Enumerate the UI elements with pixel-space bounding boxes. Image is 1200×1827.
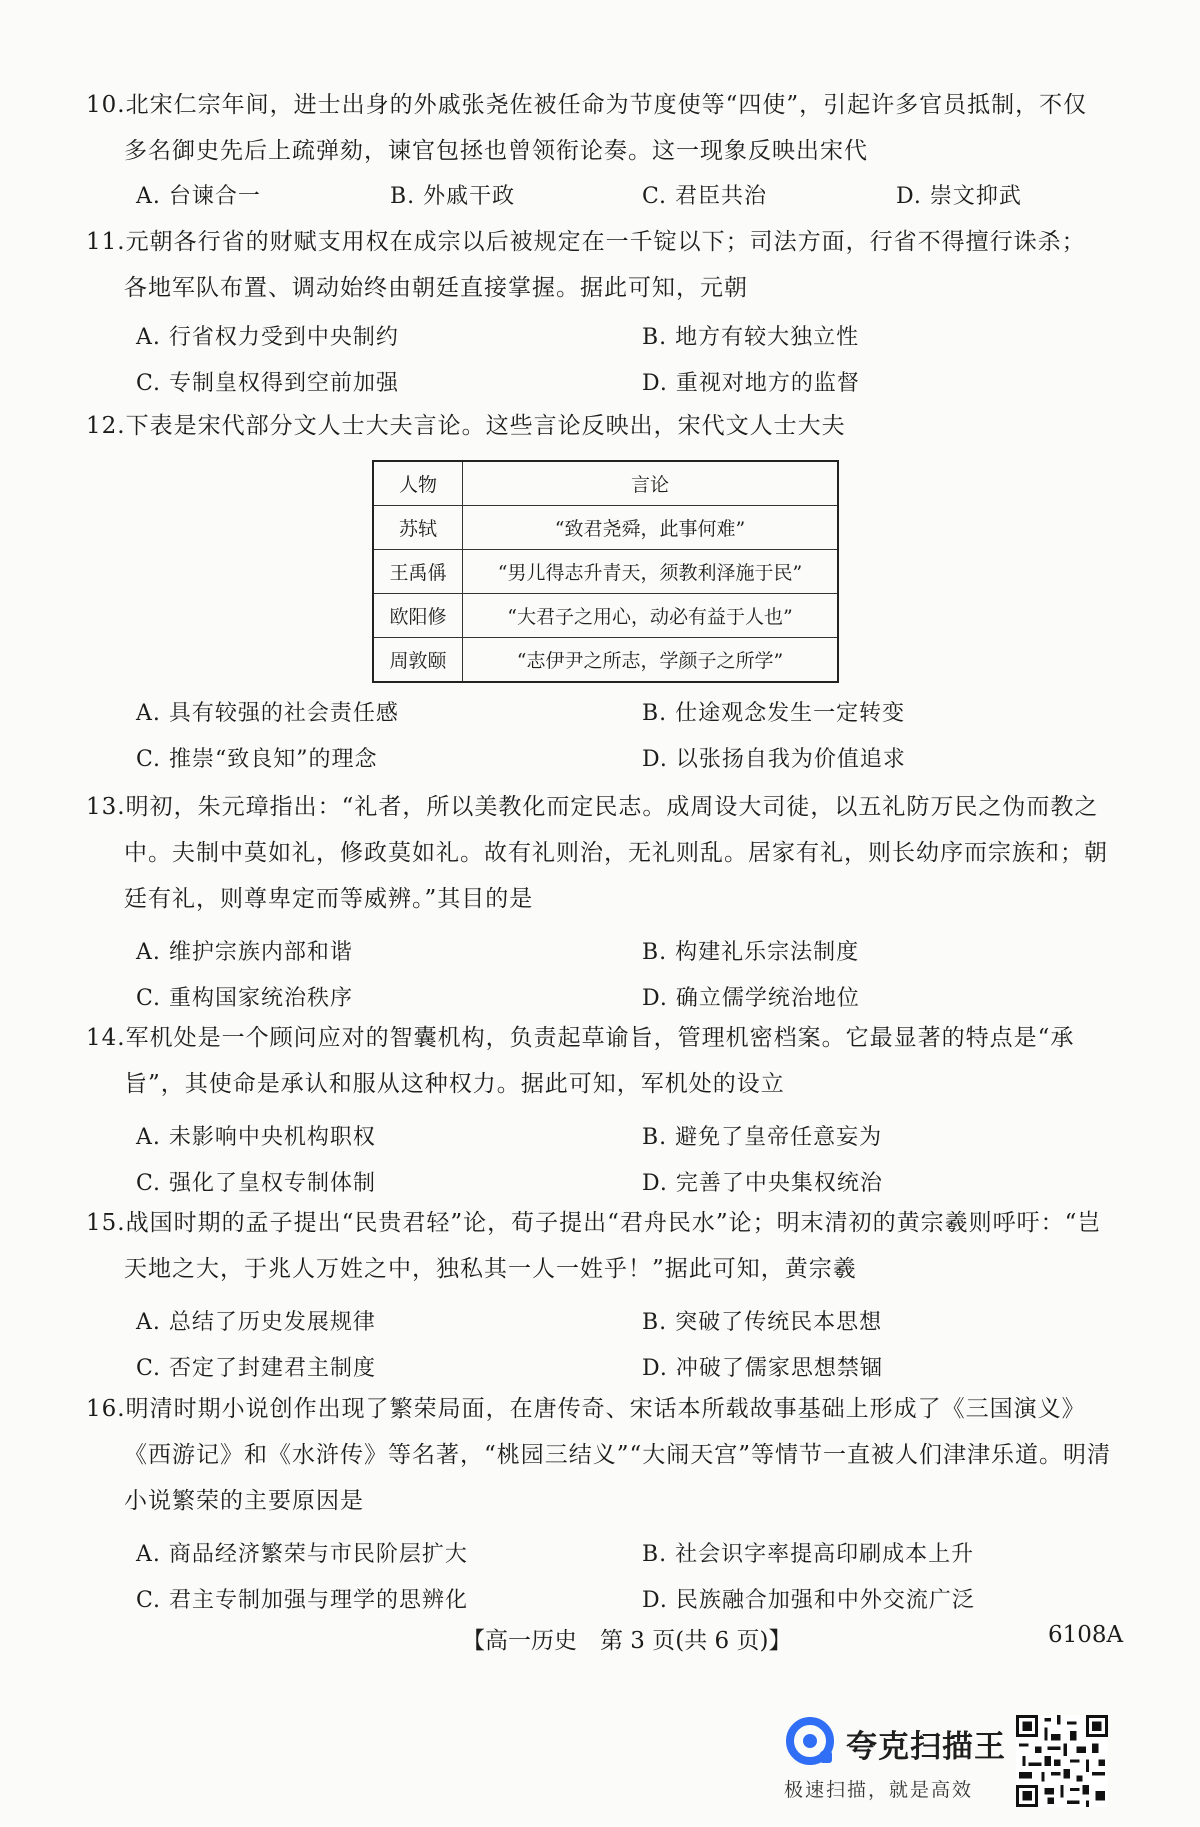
- question-16-option-c[interactable]: C. 君主专制加强与理学的思辨化: [136, 1588, 469, 1613]
- question-12-stem-line1: 12.下表是宋代部分文人士大夫言论。这些言论反映出，宋代文人士大夫: [86, 413, 846, 439]
- question-10-stem-line2: 多名御史先后上疏弹劾，谏官包拯也曾领衔论奏。这一现象反映出宋代: [124, 138, 868, 164]
- question-10-option-d[interactable]: D. 崇文抑武: [896, 184, 1022, 209]
- question-12-option-a[interactable]: A. 具有较强的社会责任感: [136, 701, 399, 726]
- question-13-option-b[interactable]: B. 构建礼乐宗法制度: [642, 940, 860, 965]
- question-16-stem-line3: 小说繁荣的主要原因是: [124, 1488, 364, 1514]
- question-11-option-a[interactable]: A. 行省权力受到中央制约: [136, 325, 399, 350]
- question-11: [86, 219, 1126, 396]
- question-12-option-b[interactable]: B. 仕途观念发生一定转变: [642, 701, 906, 726]
- question-12: [86, 403, 1126, 449]
- question-10-option-a[interactable]: A. 台谏合一: [136, 184, 261, 209]
- scanner-watermark: [784, 1715, 1114, 1815]
- table-cell-person: 王禹偁: [373, 550, 463, 594]
- table-cell-person: 周敦颐: [373, 638, 463, 683]
- question-10-option-b[interactable]: B. 外戚干政: [390, 184, 516, 209]
- question-13-option-d[interactable]: D. 确立儒学统治地位: [642, 986, 860, 1011]
- question-15-stem-line1: 15.战国时期的孟子提出“民贵君轻”论，荀子提出“君舟民水”论；明末清初的黄宗羲则呼吁：“岂: [86, 1210, 1102, 1236]
- question-13: [86, 784, 1126, 1011]
- table-header-row: [373, 461, 838, 506]
- table-cell-saying: “大君子之用心，动必有益于人也”: [463, 594, 839, 638]
- footer-paper-code: 6108A: [1048, 1622, 1124, 1648]
- question-15-stem-line2: 天地之大，于兆人万姓之中，独私其一人一姓乎！”据此可知，黄宗羲: [124, 1256, 857, 1282]
- question-15-option-c[interactable]: C. 否定了封建君主制度: [136, 1356, 377, 1381]
- question-14-option-c[interactable]: C. 强化了皇权专制体制: [136, 1171, 377, 1196]
- question-10-stem-line1: 10.北宋仁宗年间，进士出身的外戚张尧佐被任命为节度使等“四使”，引起许多官员抵制，不仅: [86, 92, 1088, 118]
- question-10-option-c[interactable]: C. 君臣共治: [642, 184, 768, 209]
- watermark-brand: 夸克扫描王: [846, 1729, 1006, 1765]
- question-14-option-b[interactable]: B. 避免了皇帝任意妄为: [642, 1125, 883, 1150]
- question-13-option-c[interactable]: C. 重构国家统治秩序: [136, 986, 354, 1011]
- question-11-stem-line1: 11.元朝各行省的财赋支用权在成宗以后被规定在一千锭以下；司法方面，行省不得擅行诛杀；: [86, 229, 1086, 255]
- question-16-stem-line1: 16.明清时期小说创作出现了繁荣局面，在唐传奇、宋话本所载故事基础上形成了《三国演义》: [86, 1396, 1086, 1422]
- question-16-stem-line2: 《西游记》和《水浒传》等名著，“桃园三结义”“大闹天宫”等情节一直被人们津津乐道。明清: [124, 1442, 1112, 1468]
- question-11-stem-line2: 各地军队布置、调动始终由朝廷直接掌握。据此可知，元朝: [124, 275, 748, 301]
- question-11-option-b[interactable]: B. 地方有较大独立性: [642, 325, 860, 350]
- question-14-stem-line1: 14.军机处是一个顾问应对的智囊机构，负责起草谕旨，管理机密档案。它最显著的特点是“承: [86, 1025, 1075, 1051]
- question-13-stem-line3: 廷有礼，则尊卑定而等威辨。”其目的是: [124, 886, 534, 912]
- table-row: [373, 506, 838, 550]
- question-15: [86, 1200, 1126, 1381]
- quotes-table: [372, 460, 839, 683]
- table-cell-saying: “志伊尹之所志，学颜子之所学”: [463, 638, 839, 683]
- table-row: [373, 550, 838, 594]
- question-14-stem-line2: 旨”，其使命是承认和服从这种权力。据此可知，军机处的设立: [124, 1071, 785, 1097]
- question-14: [86, 1015, 1126, 1196]
- table-row: [373, 594, 838, 638]
- question-13-option-a[interactable]: A. 维护宗族内部和谐: [136, 940, 353, 965]
- footer-page-title: 【高一历史 第 3 页(共 6 页)】: [462, 1628, 792, 1654]
- table-row: [373, 638, 838, 683]
- question-14-option-a[interactable]: A. 未影响中央机构职权: [136, 1125, 376, 1150]
- question-15-option-b[interactable]: B. 突破了传统民本思想: [642, 1310, 883, 1335]
- table-cell-person: 欧阳修: [373, 594, 463, 638]
- question-13-stem-line1: 13.明初，朱元璋指出：“礼者，所以美教化而定民志。成周设大司徒，以五礼防万民之伪而教之: [86, 794, 1099, 820]
- question-11-option-c[interactable]: C. 专制皇权得到空前加强: [136, 371, 400, 396]
- table-header-saying: 言论: [463, 461, 839, 506]
- question-12-option-d[interactable]: D. 以张扬自我为价值追求: [642, 747, 906, 772]
- question-10: [86, 82, 1126, 209]
- table-cell-saying: “男儿得志升青天，须教利泽施于民”: [463, 550, 839, 594]
- qr-code-icon: [1016, 1715, 1108, 1807]
- question-14-option-d[interactable]: D. 完善了中央集权统治: [642, 1171, 883, 1196]
- watermark-slogan: 极速扫描，就是高效: [784, 1779, 974, 1801]
- question-11-option-d[interactable]: D. 重视对地方的监督: [642, 371, 860, 396]
- table-cell-person: 苏轼: [373, 506, 463, 550]
- question-16-option-a[interactable]: A. 商品经济繁荣与市民阶层扩大: [136, 1542, 468, 1567]
- question-15-option-d[interactable]: D. 冲破了儒家思想禁锢: [642, 1356, 883, 1381]
- question-12-option-c[interactable]: C. 推崇“致良知”的理念: [136, 747, 378, 772]
- quark-logo-icon: [786, 1717, 838, 1769]
- question-15-option-a[interactable]: A. 总结了历史发展规律: [136, 1310, 376, 1335]
- table-cell-saying: “致君尧舜，此事何难”: [463, 506, 839, 550]
- question-16: [86, 1386, 1126, 1613]
- question-16-option-d[interactable]: D. 民族融合加强和中外交流广泛: [642, 1588, 975, 1613]
- question-13-stem-line2: 中。夫制中莫如礼，修政莫如礼。故有礼则治，无礼则乱。居家有礼，则长幼序而宗族和；朝: [124, 840, 1108, 866]
- question-16-option-b[interactable]: B. 社会识字率提高印刷成本上升: [642, 1542, 975, 1567]
- table-header-person: 人物: [373, 461, 463, 506]
